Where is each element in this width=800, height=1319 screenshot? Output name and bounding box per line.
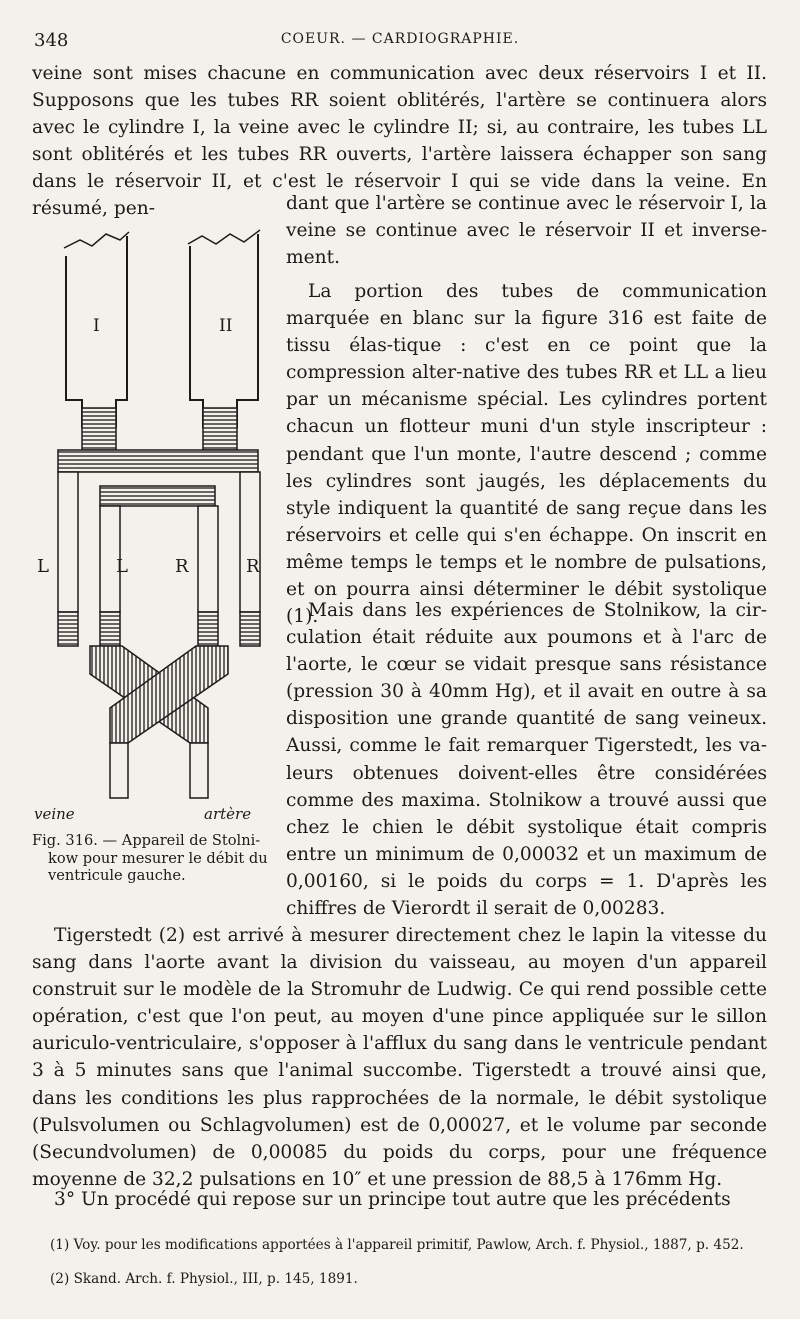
paragraph-right-2: La portion des tubes de communication marquée en blanc sur la figure 316 est faite de tissu élas-tique : c'est en ce point que la compression alter-native des tubes RR et LL a lieu par un mécanisme spécial. Les cylindres portent chacun un flotteur muni d'un style inscripteur : pendant que l'un monte, l'autre descend ; comme les cylindres sont jaugés, les déplacements du style indiquent la quantité de sang reçue dans les réservoirs et celle qui s'en échappe. On inscrit en même temps le temps et le nombre de pulsations, et on pourra ainsi déterminer le débit systolique (1).	[286, 281, 767, 628]
label-reservoir-I: I	[93, 316, 100, 336]
paragraph-tigerstedt: Tigerstedt (2) est arrivé à mesurer directement chez le lapin la vitesse du sang dans l'aorte avant la division du vaisseau, au moyen d'un appareil construit sur le modèle de la Stromuhr de Ludwig. Ce qui rend possible cette opération, c'est que l'on peut, au moyen d'une pince appliquée sur le sillon auriculo-ventriculaire, s'opposer à l'afflux du sang dans le ventricule pendant 3 à 5 minutes sans que l'animal succombe. Tigerstedt a trouvé ainsi que, dans les conditions les plus rapprochées de la normale, le débit systolique (Pulsvolumen ou Schlagvolumen) est de 0,00027, et le volume par seconde (Secundvolumen) de 0,00085 du poids du corps, pour une fréquence moyenne de 32,2 pulsations en 10″ et une pression de 88,5 à 176mm Hg.	[32, 925, 767, 1190]
paragraph-procede: 3° Un procédé qui repose sur un principe tout autre que les précédents	[54, 1189, 731, 1210]
running-head: COEUR. — CARDIOGRAPHIE.	[280, 31, 520, 47]
footnote-2: (2) Skand. Arch. f. Physiol., III, p. 145, 1891.	[50, 1271, 358, 1287]
paragraph-top: veine sont mises chacune en communication avec deux réservoirs I et II. Supposons que les tubes RR soient oblitérés, l'artère se continuera alors avec le cylindre I, la veine avec le cylindre II; si, au contraire, les tubes LL sont oblitérés et les tubes RR ouverts, l'artère laissera échapper son sang dans le réservoir II, et c'est le réservoir I qui se vide dans la veine. En résumé, pen-	[32, 63, 767, 220]
page-number: 348	[34, 30, 69, 51]
footnote-1: (1) Voy. pour les modifications apportées à l'appareil primitif, Pawlow, Arch. f. Physiol., 1887, p. 452.	[50, 1237, 744, 1253]
apparatus-diagram	[30, 218, 280, 828]
label-tube-R-inner: R	[175, 556, 189, 577]
tube-R-outer	[240, 472, 260, 612]
figure-316	[30, 218, 280, 828]
caption-line-3: ventricule gauche.	[48, 867, 186, 884]
paragraph-right-3: Mais dans les expériences de Stolnikow, la cir-culation était réduite aux poumons et à l'arc de l'aorte, le cœur se vidait presque sans résistance (pression 30 à 40mm Hg), et il avait en outre à sa disposition une grande quantité de sang veineux. Aussi, comme le fait remarquer Tigerstedt, les va-leurs obtenues doivent-elles être considérées comme des maxima. Stolnikow a trouvé aussi que chez le chien le débit systolique était compris entre un minimum de 0,00032 et un maximum de 0,00160, si le poids du corps = 1. D'après les chiffres de Vierordt il serait de 0,00283.	[286, 600, 767, 920]
label-artere: artère	[204, 805, 252, 823]
caption-line-1: Fig. 316. — Appareil de Stolni-	[32, 832, 261, 849]
label-tube-L-inner: L	[116, 556, 128, 577]
label-tube-R-outer: R	[246, 556, 260, 577]
tube-R-inner	[198, 506, 218, 612]
tubes	[58, 408, 260, 798]
figure-caption	[32, 832, 282, 885]
artery-tube	[190, 743, 208, 798]
paragraph-right-1: dant que l'artère se continue avec le réservoir I, la veine se continue avec le réservoir II et inverse-ment.	[286, 193, 767, 269]
neck-I	[82, 408, 116, 450]
label-veine: veine	[34, 805, 75, 823]
neck-II	[203, 408, 237, 450]
caption-line-2: kow pour mesurer le débit du	[48, 849, 268, 867]
tube-top-inner	[100, 486, 215, 506]
vein-tube	[110, 743, 128, 798]
tube-top-outer	[58, 450, 258, 472]
label-tube-L-outer: L	[37, 556, 49, 577]
page-header	[32, 28, 768, 54]
tube-L-outer	[58, 472, 78, 612]
label-reservoir-II: II	[219, 316, 233, 336]
